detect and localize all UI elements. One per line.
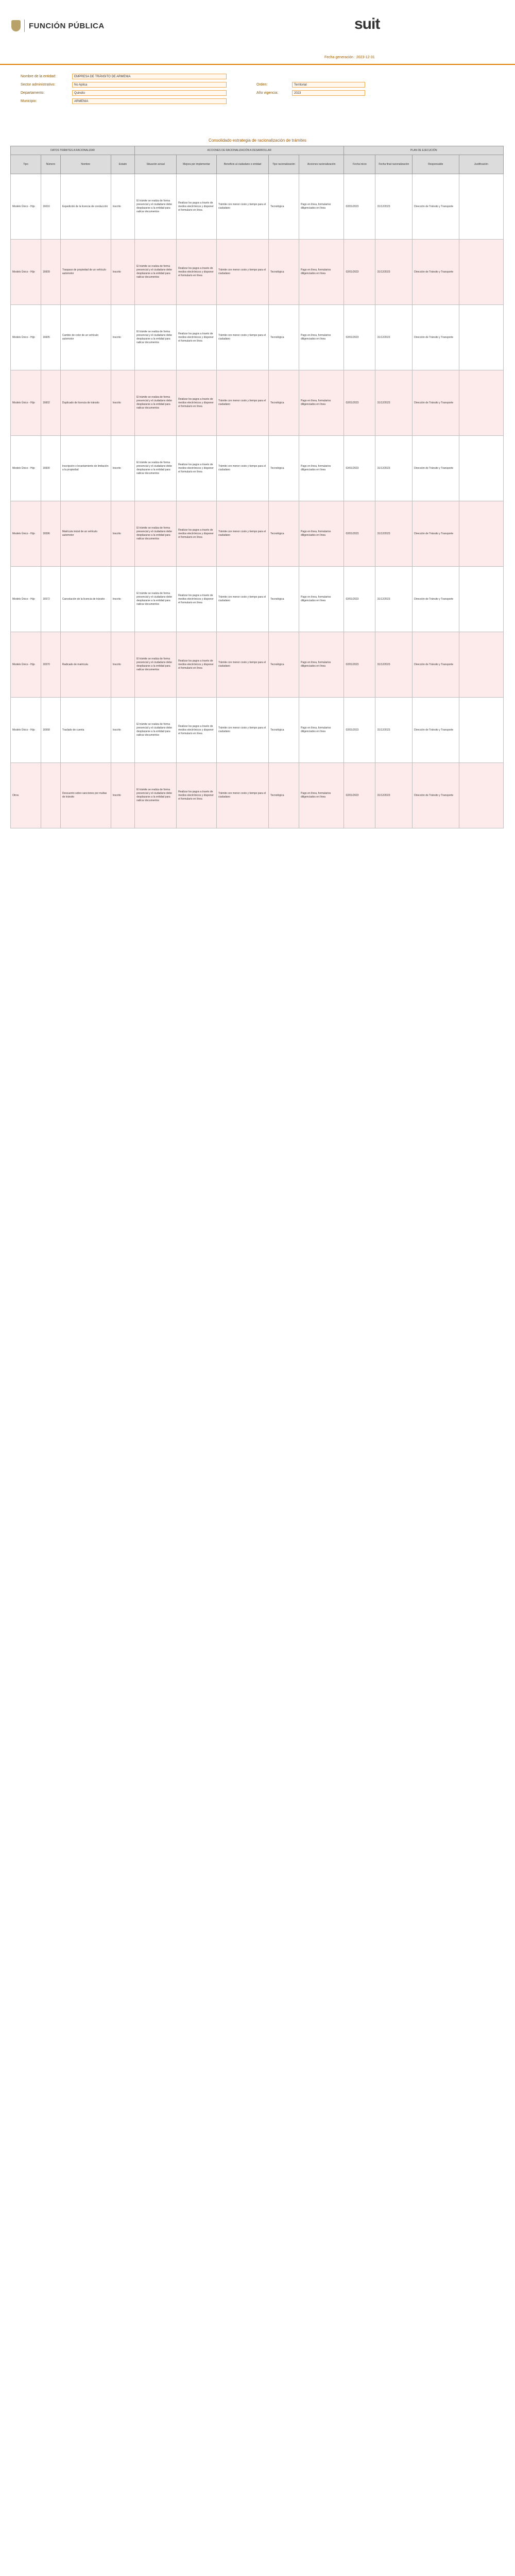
cell-estado: Inscrito: [111, 436, 134, 501]
cell-beneficio: Trámite con menor costo y tiempo para el ciudadano: [217, 698, 269, 763]
group-header-datos: DATOS TRÁMITES A RACIONALIZAR: [11, 146, 135, 155]
cell-tipo-rac: Tecnológica: [269, 763, 299, 828]
cell-inicio: 02/01/2023: [344, 305, 375, 370]
column-header: Estado: [111, 155, 134, 174]
cell-acciones: Pago en línea, formularios diligenciados en línea: [299, 370, 344, 436]
cell-inicio: 02/01/2023: [344, 174, 375, 240]
cell-beneficio: Trámite con menor costo y tiempo para el ciudadano: [217, 305, 269, 370]
cell-mejora: Realizar los pagos a través de medios electrónicos y disponer el formulario en línea: [177, 698, 217, 763]
cell-responsable: Dirección de Tránsito y Transporte: [413, 501, 459, 567]
cell-nombre: Traslado de cuenta: [60, 698, 111, 763]
cell-justificacion: [459, 240, 503, 305]
cell-acciones: Pago en línea, formularios diligenciados en línea: [299, 632, 344, 698]
cell-tipo-rac: Tecnológica: [269, 567, 299, 632]
cell-numero: 16616: [41, 174, 60, 240]
cell-numero: 16568: [41, 698, 60, 763]
cell-numero: 16609: [41, 240, 60, 305]
cell-numero: 16572: [41, 567, 60, 632]
cell-situacion: El trámite se realiza de forma presencial y el ciudadano debe desplazarse a la entidad para radicar documentos: [135, 370, 177, 436]
cell-responsable: Dirección de Tránsito y Transporte: [413, 567, 459, 632]
cell-responsable: Dirección de Tránsito y Transporte: [413, 698, 459, 763]
cell-tipo: Modelo Único - Hijo: [11, 305, 41, 370]
orden-field: Territorial: [292, 82, 365, 88]
cell-justificacion: [459, 632, 503, 698]
cell-fin: 31/12/2023: [375, 240, 413, 305]
cell-mejora: Realizar los pagos a través de medios electrónicos y disponer el formulario en línea: [177, 174, 217, 240]
table-caption: Consolidado estrategia de racionalización de trámites: [209, 138, 306, 143]
nombre-entidad-label: Nombre de la entidad:: [21, 75, 56, 78]
sector-field: No Aplica: [72, 82, 227, 88]
cell-tipo-rac: Tecnológica: [269, 501, 299, 567]
column-header: Situación actual: [135, 155, 177, 174]
cell-justificacion: [459, 698, 503, 763]
cell-responsable: Dirección de Tránsito y Transporte: [413, 436, 459, 501]
cell-mejora: Realizar los pagos a través de medios electrónicos y disponer el formulario en línea: [177, 240, 217, 305]
cell-estado: Inscrito: [111, 501, 134, 567]
cell-situacion: El trámite se realiza de forma presencial y el ciudadano debe desplazarse a la entidad para radicar documentos: [135, 567, 177, 632]
group-header-row: [11, 146, 504, 155]
column-header-row: [11, 155, 504, 174]
cell-tipo-rac: Tecnológica: [269, 370, 299, 436]
cell-nombre: Radicado de matrícula: [60, 632, 111, 698]
cell-nombre: Inscripción o levantamiento de limitación a la propiedad: [60, 436, 111, 501]
cell-fin: 31/12/2023: [375, 174, 413, 240]
anio-field: 2023: [292, 90, 365, 96]
cell-acciones: Pago en línea, formularios diligenciados en línea: [299, 763, 344, 828]
nombre-entidad-field: EMPRESA DE TRÁNSITO DE ARMENIA: [72, 74, 227, 79]
municipio-label: Municipio:: [21, 99, 37, 103]
cell-situacion: El trámite se realiza de forma presencial y el ciudadano debe desplazarse a la entidad para radicar documentos: [135, 501, 177, 567]
racionalizacion-table: [10, 146, 504, 828]
cell-acciones: Pago en línea, formularios diligenciados en línea: [299, 174, 344, 240]
cell-responsable: Dirección de Tránsito y Transporte: [413, 632, 459, 698]
cell-justificacion: [459, 174, 503, 240]
cell-estado: Inscrito: [111, 240, 134, 305]
cell-numero: 16570: [41, 632, 60, 698]
cell-estado: Inscrito: [111, 567, 134, 632]
cell-tipo: Modelo Único - Hijo: [11, 501, 41, 567]
cell-justificacion: [459, 567, 503, 632]
cell-nombre: Expedición de la licencia de conducción: [60, 174, 111, 240]
cell-inicio: 02/01/2023: [344, 763, 375, 828]
fecha-generacion: Fecha generación : 2023-12-31: [324, 56, 375, 59]
cell-nombre: Descuento sobre sanciones por multas de tránsito: [60, 763, 111, 828]
cell-inicio: 02/01/2023: [344, 240, 375, 305]
column-header: Tipo racionalización: [269, 155, 299, 174]
cell-beneficio: Trámite con menor costo y tiempo para el ciudadano: [217, 567, 269, 632]
column-header: Beneficio al ciudadano o entidad: [217, 155, 269, 174]
cell-tipo-rac: Tecnológica: [269, 240, 299, 305]
cell-numero: [41, 763, 60, 828]
table-row: [11, 632, 504, 698]
cell-estado: Inscrito: [111, 370, 134, 436]
cell-numero: 16600: [41, 436, 60, 501]
funcion-publica-logo: [11, 20, 105, 32]
cell-beneficio: Trámite con menor costo y tiempo para el ciudadano: [217, 632, 269, 698]
table-row: [11, 240, 504, 305]
cell-justificacion: [459, 370, 503, 436]
cell-fin: 31/12/2023: [375, 698, 413, 763]
table-body: [11, 174, 504, 828]
cell-tipo-rac: Tecnológica: [269, 305, 299, 370]
cell-beneficio: Trámite con menor costo y tiempo para el ciudadano: [217, 370, 269, 436]
cell-mejora: Realizar los pagos a través de medios electrónicos y disponer el formulario en línea: [177, 567, 217, 632]
cell-inicio: 02/01/2023: [344, 698, 375, 763]
cell-estado: Inscrito: [111, 698, 134, 763]
cell-fin: 31/12/2023: [375, 632, 413, 698]
column-header: Fecha inicio: [344, 155, 375, 174]
cell-estado: Inscrito: [111, 763, 134, 828]
cell-situacion: El trámite se realiza de forma presencial y el ciudadano debe desplazarse a la entidad para radicar documentos: [135, 632, 177, 698]
table-row: [11, 763, 504, 828]
cell-tipo: Modelo Único - Hijo: [11, 240, 41, 305]
municipio-field: ARMENIA: [72, 98, 227, 104]
departamento-label: Departamento:: [21, 91, 45, 95]
cell-acciones: Pago en línea, formularios diligenciados en línea: [299, 698, 344, 763]
group-header-acciones: ACCIONES DE RACIONALIZACIÓN A DESARROLLAR: [135, 146, 344, 155]
cell-acciones: Pago en línea, formularios diligenciados en línea: [299, 567, 344, 632]
cell-fin: 31/12/2023: [375, 567, 413, 632]
column-header: Tipo: [11, 155, 41, 174]
cell-tipo: Modelo Único - Hijo: [11, 174, 41, 240]
cell-situacion: El trámite se realiza de forma presencial y el ciudadano debe desplazarse a la entidad para radicar documentos: [135, 240, 177, 305]
cell-estado: Inscrito: [111, 632, 134, 698]
cell-inicio: 02/01/2023: [344, 501, 375, 567]
table-row: [11, 567, 504, 632]
cell-mejora: Realizar los pagos a través de medios electrónicos y disponer el formulario en línea: [177, 632, 217, 698]
cell-inicio: 02/01/2023: [344, 370, 375, 436]
cell-situacion: El trámite se realiza de forma presencial y el ciudadano debe desplazarse a la entidad para radicar documentos: [135, 305, 177, 370]
cell-beneficio: Trámite con menor costo y tiempo para el ciudadano: [217, 240, 269, 305]
cell-tipo: Otros: [11, 763, 41, 828]
cell-tipo-rac: Tecnológica: [269, 698, 299, 763]
cell-estado: Inscrito: [111, 174, 134, 240]
cell-tipo-rac: Tecnológica: [269, 632, 299, 698]
page-header: [0, 0, 515, 56]
cell-responsable: Dirección de Tránsito y Transporte: [413, 174, 459, 240]
logo-divider: [24, 20, 25, 32]
orden-label: Orden:: [256, 83, 268, 87]
cell-beneficio: Trámite con menor costo y tiempo para el ciudadano: [217, 763, 269, 828]
cell-situacion: El trámite se realiza de forma presencial y el ciudadano debe desplazarse a la entidad para radicar documentos: [135, 763, 177, 828]
cell-inicio: 02/01/2023: [344, 632, 375, 698]
cell-nombre: Cancelación de la licencia de tránsito: [60, 567, 111, 632]
cell-fin: 31/12/2023: [375, 763, 413, 828]
cell-nombre: Traspaso de propiedad de un vehículo automotor: [60, 240, 111, 305]
cell-situacion: El trámite se realiza de forma presencial y el ciudadano debe desplazarse a la entidad para radicar documentos: [135, 174, 177, 240]
cell-fin: 31/12/2023: [375, 436, 413, 501]
cell-tipo: Modelo Único - Hijo: [11, 698, 41, 763]
column-header: Número: [41, 155, 60, 174]
cell-acciones: Pago en línea, formularios diligenciados en línea: [299, 240, 344, 305]
cell-tipo-rac: Tecnológica: [269, 436, 299, 501]
cell-tipo: Modelo Único - Hijo: [11, 436, 41, 501]
cell-numero: 16602: [41, 370, 60, 436]
cell-nombre: Cambio de color de un vehículo automotor: [60, 305, 111, 370]
org-logo-text: FUNCIÓN PÚBLICA: [29, 21, 105, 30]
cell-tipo: Modelo Único - Hijo: [11, 567, 41, 632]
cell-numero: 16605: [41, 305, 60, 370]
cell-justificacion: [459, 501, 503, 567]
departamento-field: Quindío: [72, 90, 227, 96]
cell-fin: 31/12/2023: [375, 501, 413, 567]
cell-situacion: El trámite se realiza de forma presencial y el ciudadano debe desplazarse a la entidad para radicar documentos: [135, 436, 177, 501]
cell-fin: 31/12/2023: [375, 370, 413, 436]
cell-mejora: Realizar los pagos a través de medios electrónicos y disponer el formulario en línea: [177, 436, 217, 501]
cell-responsable: Dirección de Tránsito y Transporte: [413, 370, 459, 436]
cell-justificacion: [459, 763, 503, 828]
cell-beneficio: Trámite con menor costo y tiempo para el ciudadano: [217, 436, 269, 501]
table-row: [11, 174, 504, 240]
coat-of-arms-icon: [11, 20, 21, 31]
cell-tipo-rac: Tecnológica: [269, 174, 299, 240]
column-header: Acciones racionalización: [299, 155, 344, 174]
column-header: Responsable: [413, 155, 459, 174]
cell-tipo: Modelo Único - Hijo: [11, 370, 41, 436]
cell-beneficio: Trámite con menor costo y tiempo para el ciudadano: [217, 174, 269, 240]
cell-responsable: Dirección de Tránsito y Transporte: [413, 240, 459, 305]
group-header-plan: PLAN DE EJECUCIÓN: [344, 146, 504, 155]
cell-nombre: Matrícula inicial de un vehículo automotor: [60, 501, 111, 567]
cell-tipo: Modelo Único - Hijo: [11, 632, 41, 698]
cell-mejora: Realizar los pagos a través de medios electrónicos y disponer el formulario en línea: [177, 370, 217, 436]
cell-nombre: Duplicado de licencia de tránsito: [60, 370, 111, 436]
cell-numero: 16596: [41, 501, 60, 567]
cell-beneficio: Trámite con menor costo y tiempo para el ciudadano: [217, 501, 269, 567]
cell-justificacion: [459, 305, 503, 370]
cell-responsable: Dirección de Tránsito y Transporte: [413, 763, 459, 828]
cell-mejora: Realizar los pagos a través de medios electrónicos y disponer el formulario en línea: [177, 763, 217, 828]
cell-mejora: Realizar los pagos a través de medios electrónicos y disponer el formulario en línea: [177, 501, 217, 567]
column-header: Nombre: [60, 155, 111, 174]
cell-estado: Inscrito: [111, 305, 134, 370]
column-header: Fecha final racionalización: [375, 155, 413, 174]
column-header: Justificación: [459, 155, 503, 174]
cell-situacion: El trámite se realiza de forma presencial y el ciudadano debe desplazarse a la entidad para radicar documentos: [135, 698, 177, 763]
cell-mejora: Realizar los pagos a través de medios electrónicos y disponer el formulario en línea: [177, 305, 217, 370]
header-rule: [0, 64, 515, 65]
anio-label: Año vigencia:: [256, 91, 279, 95]
cell-fin: 31/12/2023: [375, 305, 413, 370]
table-row: [11, 370, 504, 436]
cell-justificacion: [459, 436, 503, 501]
cell-acciones: Pago en línea, formularios diligenciados en línea: [299, 436, 344, 501]
cell-acciones: Pago en línea, formularios diligenciados en línea: [299, 305, 344, 370]
table-row: [11, 698, 504, 763]
cell-acciones: Pago en línea, formularios diligenciados en línea: [299, 501, 344, 567]
sector-label: Sector administrativo:: [21, 83, 56, 87]
table-row: [11, 436, 504, 501]
column-header: Mejora por implementar: [177, 155, 217, 174]
cell-inicio: 02/01/2023: [344, 436, 375, 501]
suit-logo: suit: [354, 15, 380, 32]
cell-inicio: 02/01/2023: [344, 567, 375, 632]
cell-responsable: Dirección de Tránsito y Transporte: [413, 305, 459, 370]
table-row: [11, 305, 504, 370]
table-row: [11, 501, 504, 567]
